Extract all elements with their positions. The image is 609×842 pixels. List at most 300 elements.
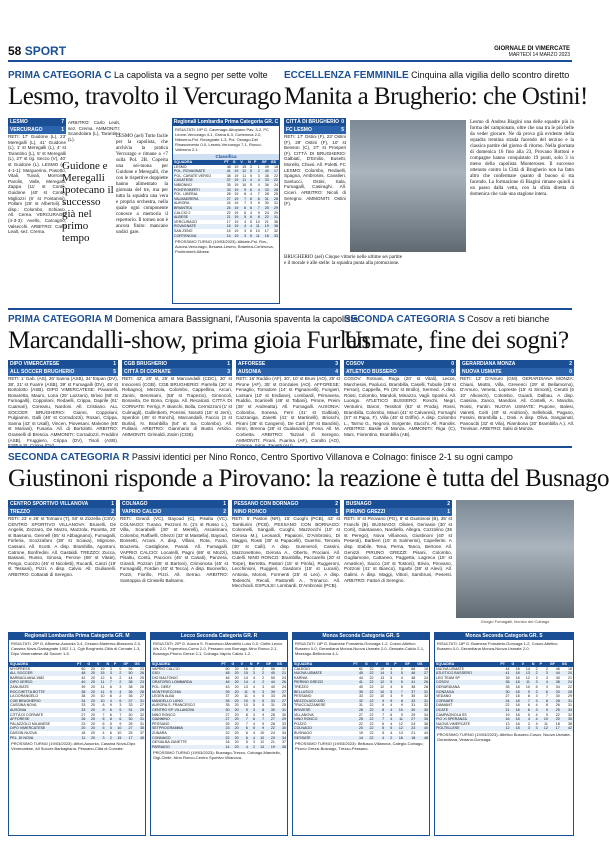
table-cell: ALL SOCCER — [9, 671, 76, 676]
table-cell: 19 — [232, 224, 240, 229]
kicker-prima-m: PRIMA CATEGORIA M Domenica amara Bassignani, l'Ausonia spaventa la capolista — [8, 314, 358, 325]
table-cell: MONTEVECCHIA — [151, 690, 220, 695]
table-cell: 8 — [105, 717, 112, 722]
table-cell: 12 — [260, 740, 265, 745]
score: 1 — [227, 361, 230, 367]
table-cell: 39 — [505, 675, 510, 680]
table-cell: 20 — [86, 726, 96, 731]
article-fem-short: BRUGHERIO (ael) Cinque vittorie nelle ultime sei partite e il morale è alle stelle: la squadra punta alla promozione. — [284, 255, 402, 266]
table-cell: SETPROGRAMMA — [151, 726, 220, 731]
table-cell: 6 — [390, 712, 393, 717]
table-cell: 5 — [113, 708, 123, 713]
table-cell: CITTÀ DI CORNATE — [10, 712, 44, 717]
table-cell: PESSANO — [152, 721, 170, 726]
table-cell: CASSINA NOVA — [10, 703, 37, 708]
table-cell: 11 — [393, 717, 404, 722]
table-cell: 25 — [549, 708, 561, 713]
table-cell: 27 — [416, 671, 429, 676]
table-cell: 10 — [380, 694, 385, 699]
table-cell: 22 — [364, 717, 375, 722]
team-name: NINO RONCO — [234, 509, 267, 515]
table-cell: 28 — [264, 192, 269, 197]
table-cell: 19 — [261, 224, 270, 229]
table-cell: 9 — [545, 712, 548, 717]
photo-caption: Giorgio Fumagalli, tecnico del Colnago — [480, 619, 550, 624]
headline-marcandalli: Marcandalli-show, prima gioia Furlan — [8, 327, 369, 354]
match-header — [344, 500, 452, 516]
table-cell: 9 — [109, 703, 112, 708]
table-cell: 9 — [257, 201, 260, 206]
table-cell: 49 — [264, 164, 269, 169]
table-cell: 3 — [119, 684, 122, 689]
table-cell: 19 — [234, 164, 239, 169]
table-cell: 12 — [100, 675, 105, 680]
table-cell: 44 — [265, 680, 276, 685]
table-cell: 6 — [249, 690, 256, 695]
table-cell: 22 — [274, 173, 278, 178]
table-cell: 25 — [261, 206, 270, 211]
table-cell: 22 — [225, 730, 230, 735]
table-cell: 5 — [250, 182, 253, 187]
column-header: GF — [404, 662, 416, 667]
table-cell: 33 — [358, 694, 363, 699]
table-cell: 3 — [531, 699, 539, 704]
team-away — [344, 368, 456, 376]
table-cell: 21 — [264, 219, 269, 224]
table-cell: 36 — [122, 690, 133, 695]
table-cell: 22 — [369, 666, 374, 671]
table-cell: SAN ZENO — [174, 228, 193, 233]
table-cell: 20 — [234, 730, 239, 735]
table-cell: 34 — [76, 699, 86, 704]
top-rule — [8, 60, 572, 62]
table-cell: 23 — [133, 680, 145, 685]
table-cell: KARNIA — [294, 675, 308, 680]
table-cell: 5 — [105, 690, 112, 695]
table-cell: 19 — [358, 730, 363, 735]
table-cell: 7 — [257, 192, 260, 197]
table-cell: 30 — [128, 712, 133, 717]
table-cell: 38 — [568, 721, 572, 726]
score: 3 — [335, 361, 338, 367]
table-cell: 28 — [270, 188, 279, 193]
table-cell: 44 — [358, 675, 363, 680]
match-header — [8, 500, 116, 516]
table-cell: 17 — [122, 736, 133, 741]
table-cell: 48 — [226, 164, 231, 169]
table-cell: 23 — [140, 666, 144, 671]
team-name: COSOV — [346, 361, 365, 367]
table-cell: NINO RONCO — [152, 712, 176, 717]
table-cell: 6 — [247, 206, 253, 211]
table-cell: 2 — [113, 671, 123, 676]
table-cell: 34 — [282, 730, 286, 735]
table-cell: VEDANO — [436, 694, 452, 699]
table-cell: 41 — [223, 169, 231, 174]
table-cell: 6 — [247, 188, 253, 193]
table-cell: 31 — [274, 201, 278, 206]
section-label: SPORT — [24, 44, 67, 58]
table-cell: 24 — [424, 675, 428, 680]
table-cell: VERCURAGO — [174, 219, 198, 224]
column-header: GS — [276, 662, 287, 667]
table-cell: 20 — [234, 694, 239, 699]
table-cell: 21 — [411, 730, 416, 735]
standings-title: Lecco Seconda Categoria GR. R — [151, 633, 287, 640]
match-report: RETI: 42', 20' st, 25' st Marcandalli (CDC), 30' st Innocenti (CGB). CGB BRUGHERIO: Parrella (20' st Rebagno), Mezzola, Colombo, Cappellina, Arcuri, Zanini, Bennsami, (58' st Trapezio), Ginnocoli, Bonavita, De Bona, Crippa. All. Recalcati. CITTÀ DI CORNATE: Ferrigi, F. Bianchi, Bolla, Cermizzoni (1' st Culmagli), Gallimberti, Ponsini, Nosotti (18' st Jerri), Sperdon (45' st Ronchi), Marcandalli, Faccio (3 st Burlai), N. Brambilla (54' st Sa. Colombo). All. Pulitani. ARBITRO: Gianmario di Busto Arsizio. AMMONITI: Grimaldi, Zatim (CGB). — [122, 376, 232, 437]
table-cell: 20 — [230, 699, 239, 704]
table-cell: LESMO — [174, 164, 187, 169]
table-cell: 20 — [230, 745, 239, 750]
table-cell: 20 — [90, 721, 95, 726]
table-cell: 35 — [226, 182, 231, 187]
table-cell: 44 — [424, 730, 428, 735]
column-header: N — [531, 662, 539, 667]
table-cell: 46 — [555, 666, 560, 671]
column-header: G — [232, 160, 240, 165]
table-cell: 12 — [239, 169, 247, 174]
table-cell: 20 — [90, 684, 95, 689]
table-cell: 9 — [539, 708, 549, 713]
table-cell: 22 — [369, 684, 374, 689]
table-cell: 18 — [404, 736, 416, 741]
table-cell: 18 — [515, 666, 520, 671]
match-header-lesmo — [8, 118, 66, 134]
table-cell: 7 — [105, 680, 112, 685]
table-cell: 5 — [239, 215, 247, 220]
match-report-lesmo: RETI: 17' Guidone (L), 23' Meregalli (L), 41' Guidone (L), 1' st Meregalli (L), 4' st Tarantino (L), 5' st Meregalli (L), 27' st rig. Secco (V), 40' st Guidone (L). LESMO (4-4-1-1): Marguerino, Pasotto, Vitali, Tuvali, Morrone, Parolin, Valle, Meregalli, Zappa (11' st Conti), Guidone (40' st Conti), Migliozzi (6' st Fontanini), Pollam (26' st Albertoli). A disp.: Colombo, Schiavo. All. Cerea. VERCURAGO (4-3-3): Avello, Carcagno, Valsecchi. ARBITRO: Carlo Lealt, sez. Crema. — [8, 134, 66, 235]
table-cell: 40 — [555, 675, 560, 680]
table-cell: POL. CARATE VERSO — [174, 173, 212, 178]
table-cell: 2 — [535, 666, 538, 671]
column-header: PT — [76, 662, 86, 667]
table-cell: 35 — [561, 717, 573, 722]
table-cell: 5 — [382, 730, 385, 735]
table-cell: 35 — [352, 690, 364, 695]
column-header: GS — [416, 662, 429, 667]
table-cell: 32 — [274, 228, 278, 233]
table-cell: 5 — [256, 699, 265, 704]
table-cell: 30 — [264, 201, 269, 206]
table-cell: 5 — [393, 671, 404, 676]
table-cell: 31 — [561, 699, 573, 704]
team-name: PESSANO CON BORNAGO — [234, 501, 299, 507]
table-cell: 46 — [225, 675, 230, 680]
table-cell: NINO RONCO — [293, 717, 352, 722]
table-cell: TREZZO — [294, 684, 309, 689]
table-cell: 9 — [400, 703, 403, 708]
table-cell: 40 — [358, 684, 363, 689]
table-cell: ORATORIO LOMBARDA — [151, 680, 220, 685]
table-cell: 4 — [252, 730, 255, 735]
table-cell: 21 — [223, 215, 231, 220]
table-cell: 48 — [411, 675, 416, 680]
table-cell: 5 — [245, 740, 248, 745]
table-cell: 3 — [545, 684, 548, 689]
table-cell: 22 — [568, 684, 572, 689]
table-cell: 15 — [226, 228, 231, 233]
table-cell: 5 — [249, 699, 256, 704]
table-cell: NUOVA USMATE — [293, 671, 352, 676]
column-header: G — [364, 662, 375, 667]
table-cell: 4 — [390, 721, 393, 726]
match-report-fem: RETI: 17' Ostini (F), 23' Ostini (F), 29' Ostini (F), 10' st Benson (C), 27' st Prosperi (F). CITTÀ DI BRUGHERIO: Galbiati, D'Emilio, Busetti, Morello, Chiusi. All. Poletti. FC LESMO: Colombo, Redaelli, Spagna, Ambrosini, Cavalieri, Santucci, Ostini, Sala, Fumagalli, Casiraghi. All. Ciceri. ARBITRO: Nicoli di Seregno. AMMONITI: Ostini (F). — [284, 134, 346, 207]
table-cell: 37 — [404, 690, 416, 695]
table-cell: 35 — [416, 717, 429, 722]
table-cell: OCATE — [435, 708, 499, 713]
table-cell: 13 — [505, 721, 510, 726]
table-cell: 31 — [568, 703, 572, 708]
table-cell: 4 — [385, 717, 393, 722]
table-cell: 12 — [398, 721, 403, 726]
table-cell: 2 — [385, 736, 393, 741]
table-cell: 4 — [400, 675, 403, 680]
table-cell: 3 — [244, 228, 247, 233]
table-cell: 10 — [100, 694, 105, 699]
table-cell: PALAZZOLO MILANESE — [10, 721, 51, 726]
table-cell: AUSONIA — [9, 708, 76, 713]
table-cell: 33 — [261, 178, 270, 183]
table-cell: 6 — [249, 717, 256, 722]
team-name: ATLETICO BUSSERO — [346, 369, 397, 375]
table-cell: 36 — [499, 680, 510, 685]
team-home — [344, 360, 456, 368]
table-cell: 30 — [276, 726, 287, 731]
table-cell: 8 — [527, 694, 530, 699]
team-name: CENTRO SPORTIVO VILLANOVA — [10, 501, 89, 507]
table-cell: 33 — [261, 188, 270, 193]
table-cell: 9 — [257, 210, 260, 215]
table-cell: 45 — [276, 745, 287, 750]
table-cell: 25 — [128, 721, 133, 726]
table-cell: CASATESE — [173, 178, 223, 183]
table-cell: 4 — [390, 730, 393, 735]
standings-subtitle: Classifica — [173, 154, 279, 160]
table-cell: 35 — [411, 694, 416, 699]
team-name: COLNAGO — [122, 501, 148, 507]
table-cell: 3 — [252, 740, 255, 745]
table-cell: CAMPAGNOLA SS — [436, 712, 467, 717]
kicker-seconda-s: SECONDA CATEGORIA S Cosov a reti bianche — [344, 314, 550, 325]
table-cell: 3 — [262, 684, 265, 689]
table-cell: 48 — [220, 671, 230, 676]
table-cell: ROVAGNATE — [173, 224, 223, 229]
table-cell: COSOV — [435, 680, 499, 685]
table-cell: 20 — [86, 690, 96, 695]
table-cell: 27 — [81, 712, 86, 717]
table-cell: 6 — [527, 703, 530, 708]
table-cell: 18 — [515, 721, 520, 726]
table-cell: 30 — [282, 712, 286, 717]
column-header: SQUADRA — [293, 662, 352, 667]
table-cell: DIG MALTONIO — [152, 675, 178, 680]
table-cell: PEL. DI NOVA — [9, 736, 76, 741]
standings-results: RISULTATI: 18ª G. Buanese Fornaleto-Gonzaga 1-2, Cosov-Atletico Bussero 0-0, Gerardiana Monza-Nuova Usmate 2-0. — [437, 641, 558, 651]
table-cell: 3 — [252, 712, 255, 717]
standings-box — [150, 632, 288, 836]
table-cell: 19 — [234, 192, 239, 197]
table-cell: 60 — [81, 666, 86, 671]
table-cell: 2 — [119, 694, 122, 699]
table-cell: 15 — [240, 671, 249, 676]
table-cell: 5 — [262, 703, 265, 708]
table-cell: NUOVA VIMERCATE — [436, 721, 471, 726]
table-cell: 26 — [276, 680, 287, 685]
table-cell: 26 — [76, 717, 86, 722]
table-cell: 17 — [282, 666, 286, 671]
table-cell: 4 — [535, 703, 538, 708]
table-cell: 22 — [369, 730, 374, 735]
table-cell: 21 — [499, 708, 510, 713]
table-cell: 6 — [240, 736, 249, 741]
table-cell: 3 — [250, 201, 253, 206]
table-cell: 20 — [90, 666, 95, 671]
table-cell: 22 — [364, 699, 375, 704]
table-cell: 2 — [105, 736, 112, 741]
team-name: NUOVA USMATE — [462, 369, 502, 375]
table-cell: 24 — [270, 730, 275, 735]
table-cell: 56 — [270, 666, 275, 671]
table-cell: 19 — [380, 666, 385, 671]
table-cell: 22 — [261, 215, 270, 220]
table-cell: 3 — [257, 173, 260, 178]
table-cell: GESIALBA ZANETTE — [152, 740, 187, 745]
table-cell: 31 — [416, 690, 429, 695]
table-cell: 22 — [505, 703, 510, 708]
table-cell: 2 — [545, 666, 548, 671]
table-cell: 9 — [400, 694, 403, 699]
table-cell: 4 — [375, 736, 386, 741]
standings-prima-c — [172, 118, 280, 304]
table-cell: 40 — [416, 726, 429, 731]
table-cell: 6 — [382, 721, 385, 726]
table-cell: 28 — [352, 708, 364, 713]
column-header: GF — [549, 662, 561, 667]
match-header — [236, 360, 340, 376]
table-cell: BUSNAGO — [294, 730, 312, 735]
table-cell: AFFORESE — [9, 717, 76, 722]
table-cell: VALMADRERA — [173, 197, 223, 202]
table-cell: 56 — [128, 666, 133, 671]
table-cell: 61 — [358, 666, 363, 671]
table-cell: 9 — [400, 712, 403, 717]
match-report: RETI: 16' Ruddio (AF), 30', 10' st Bruni (AO), 25' st Pirone (AF), 35' st Gonzales (AO). AFFORESE: Fenaglio, Tornatore (14' st Pignancelli), Fungieri, Lossani (10' st Endiane), Lombardi, Primavera, Ruddio, Scarinelli (46' st Tabani), Pirone, Preim (36' st Andreatta). All. Fumagalli. AUSONIA: Colombo, Sonesa, Ferri (41' st Galbiati), Cazzaniga, Zanetti (41' st Martinelli), Brioschi, Pirani (36' st Cangemi), De Carli (28' st Bandini), Siron, Brenna (28' st Gualandoni), Pena. All. M. Corbetta. ARBITRO: Tazzari di Seregno. AMMONITI: Pirani, Fuarina (AF), Carulto (AO), — [236, 376, 340, 443]
table-cell: 31 — [270, 215, 279, 220]
table-cell: 4 — [240, 745, 249, 750]
table-cell: DIPO VIMERCATESE — [9, 726, 76, 731]
table-cell: CONNAGO — [151, 736, 220, 741]
article-fem: Lesmo di Andrea Biagini una delle squadre più in forma del campionato, oltre che una tra le più belle da veder giocare. Ne dà prova già evidente della squadra trentina strada facendo del terzino e la classica partite del giorno di ritorno. Nella giornata di domenica 16 fino alla 23, Provano Rottoni e compagne hanno conquistato 19 punti, solo 3 in meno della capolista Monteroseo. Il successo ottenuto contro la Città di Brugherio non ha fatto altro che confermare quanto di buono si sta facendo. La formazione di Biagini rimane quindi a un passo dalla vetta, con la sfida diretta di domenica che vale una stagione intera. — [470, 120, 574, 197]
team-name: TREZZO — [10, 509, 30, 515]
table-cell: 7 — [545, 694, 548, 699]
table-cell: 20 — [234, 684, 239, 689]
table-cell: 20 — [230, 680, 239, 685]
table-cell: 4 — [531, 717, 539, 722]
table-cell: 11 — [253, 234, 261, 239]
table-cell: 22 — [364, 671, 375, 676]
table-cell: 20 — [352, 726, 364, 731]
table-cell: 15 — [96, 671, 106, 676]
table-cell: 3 — [105, 671, 112, 676]
match-header — [232, 500, 340, 516]
table-cell: 2 — [113, 680, 123, 685]
table-cell: 43 — [225, 684, 230, 689]
table-cell: 4 — [385, 708, 393, 713]
table-cell: 33 — [223, 188, 231, 193]
table-cell: 0 — [400, 666, 403, 671]
lower-rule — [8, 446, 572, 448]
team-home — [122, 360, 232, 368]
table-cell: 20 — [561, 671, 573, 676]
table-cell: 19 — [232, 215, 240, 220]
table-cell: POZZO — [294, 721, 307, 726]
table-cell: 50 — [122, 671, 133, 676]
table-cell: 14 — [220, 745, 230, 750]
table-cell: 27 — [220, 717, 230, 722]
table-cell: GONZAGA — [435, 690, 499, 695]
table-cell: 3 — [249, 671, 256, 676]
column-header: GF — [265, 662, 276, 667]
table-cell: 10 — [539, 717, 549, 722]
table-cell: 33 — [81, 703, 86, 708]
column-header: PT — [352, 662, 364, 667]
table-cell: 4 — [253, 178, 261, 183]
table-cell: 6 — [113, 699, 123, 704]
table-cell: 10 — [260, 730, 265, 735]
standings-next: PROSSIMO TURNO (19/03/2023): Atletico Bussero-Cosov, Nuova Usmate-Gerardiana, Vedano-Gonzaga. — [437, 731, 571, 742]
table-cell: 38 — [128, 684, 133, 689]
table-cell: 19 — [234, 219, 239, 224]
table-cell: 19 — [234, 173, 239, 178]
score: 5 — [113, 369, 116, 375]
table-cell: 38 — [226, 173, 231, 178]
table-cell: 3 — [109, 666, 112, 671]
table-cell: 10 — [255, 219, 260, 224]
photo-fem — [350, 120, 466, 252]
table-cell: 4 — [247, 224, 253, 229]
table-cell: 6 — [113, 717, 123, 722]
table-cell: 11 — [253, 224, 261, 229]
column-header: G — [511, 662, 521, 667]
score: 2 — [111, 509, 114, 515]
score: 1 — [335, 509, 338, 515]
standings-box — [292, 632, 430, 836]
column-header: PT — [220, 662, 230, 667]
table-cell: 9 — [256, 726, 265, 731]
table-cell: 5 — [385, 680, 393, 685]
match-header — [122, 360, 232, 376]
table-cell: 18 — [515, 712, 520, 717]
column-header: SQUADRA — [9, 662, 76, 667]
table-cell: 6 — [245, 730, 248, 735]
table-cell: 42 — [81, 675, 86, 680]
table-cell: 37 — [223, 178, 231, 183]
table-cell: 3 — [531, 708, 539, 713]
team-away: FC LESMO 5 — [286, 127, 344, 133]
column-header: PT — [223, 160, 231, 165]
table-cell: 4 — [390, 666, 393, 671]
table-cell: 27 — [223, 197, 231, 202]
table-cell: 9 — [262, 712, 265, 717]
masthead — [494, 46, 570, 58]
table-cell: 11 — [244, 694, 248, 699]
table-cell: COLNAGO — [293, 726, 352, 731]
table-cell: 20 — [90, 694, 95, 699]
table-cell: 21 — [276, 671, 287, 676]
table-cell: PESSANO — [294, 694, 312, 699]
table-cell: 22 — [265, 726, 276, 731]
table-cell: BARBAGLIANA 1982 — [10, 675, 45, 680]
